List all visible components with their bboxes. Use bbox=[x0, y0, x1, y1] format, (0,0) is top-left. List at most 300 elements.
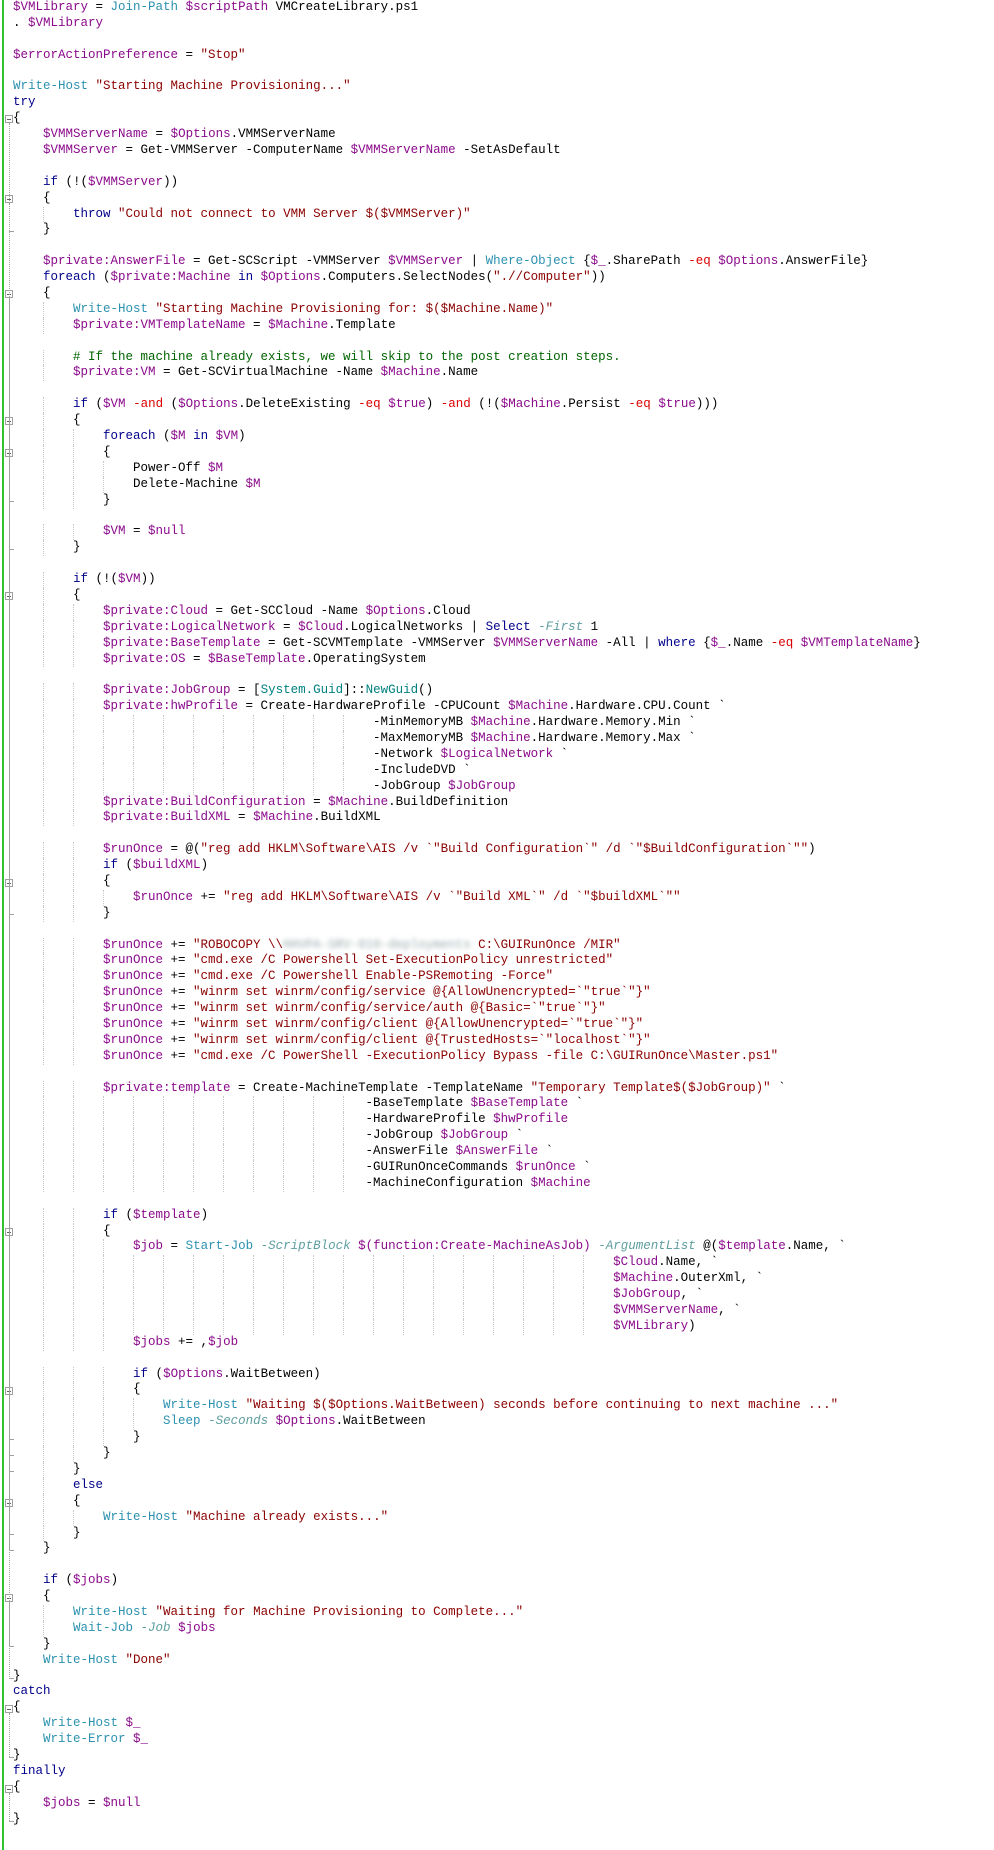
code-token: = Get-SCVirtualMachine -Name bbox=[155, 365, 381, 380]
code-line bbox=[13, 1367, 921, 1383]
code-token: -HardwareProfile bbox=[13, 1112, 494, 1127]
code-token: $private:template bbox=[103, 1080, 231, 1095]
code-token: .WaitBetween bbox=[335, 1414, 426, 1429]
indent-guide bbox=[373, 1287, 374, 1303]
code-token: -and bbox=[133, 397, 164, 412]
code-token: in bbox=[238, 270, 254, 285]
code-line bbox=[13, 1335, 921, 1351]
code-line bbox=[13, 1478, 921, 1494]
code-token bbox=[13, 842, 103, 856]
indent-guide bbox=[223, 731, 224, 747]
indent-guide bbox=[223, 763, 224, 779]
code-token: Where-Object bbox=[485, 254, 576, 269]
code-token: $runOnce bbox=[103, 1048, 164, 1063]
code-token: { bbox=[13, 873, 111, 888]
code-token: { bbox=[13, 1382, 141, 1397]
code-token: $VMMServerName bbox=[613, 1303, 719, 1318]
code-line bbox=[13, 1748, 921, 1764]
indent-guide bbox=[73, 461, 74, 477]
code-token: -eq bbox=[770, 635, 794, 650]
code-token: $Options bbox=[163, 1366, 224, 1381]
code-token bbox=[111, 207, 119, 221]
code-token: Join-Path bbox=[110, 0, 179, 14]
code-token: , ` bbox=[680, 1287, 704, 1302]
indent-guide bbox=[193, 779, 194, 795]
code-token: $_ bbox=[590, 254, 606, 269]
indent-guide bbox=[73, 1224, 74, 1240]
code-token bbox=[13, 1398, 163, 1412]
code-line bbox=[13, 334, 921, 350]
code-token: $Cloud bbox=[613, 1255, 659, 1270]
code-line bbox=[13, 874, 921, 890]
code-token: -eq bbox=[628, 397, 651, 412]
indent-guide bbox=[73, 1239, 74, 1255]
indent-guide bbox=[463, 1255, 464, 1271]
indent-guide bbox=[283, 731, 284, 747]
indent-guide bbox=[43, 969, 44, 985]
code-token: $private:Machine bbox=[110, 270, 231, 285]
indent-guide bbox=[103, 1414, 104, 1430]
indent-guide bbox=[583, 1255, 584, 1271]
indent-guide bbox=[43, 540, 44, 556]
code-token: $private:JobGroup bbox=[103, 683, 231, 698]
code-token: .Computers.SelectNodes( bbox=[320, 270, 494, 285]
indent-guide bbox=[43, 985, 44, 1001]
code-token: += bbox=[163, 1017, 194, 1031]
code-token: @( bbox=[695, 1239, 719, 1254]
indent-guide bbox=[253, 763, 254, 779]
code-token: $Machine bbox=[268, 317, 329, 332]
code-token bbox=[13, 1208, 103, 1222]
indent-guide bbox=[283, 1160, 284, 1176]
code-line bbox=[13, 1081, 921, 1097]
indent-guide bbox=[133, 1303, 134, 1319]
indent-guide bbox=[43, 795, 44, 811]
code-token: -Job bbox=[140, 1620, 171, 1635]
indent-guide bbox=[73, 763, 74, 779]
code-line bbox=[13, 64, 921, 80]
indent-guide bbox=[193, 1255, 194, 1271]
code-token: catch bbox=[13, 1684, 51, 1699]
code-token: C:\GUIRunOnce /MIR" bbox=[470, 937, 621, 952]
indent-guide bbox=[43, 1112, 44, 1128]
indent-guide bbox=[403, 1271, 404, 1287]
indent-guide bbox=[103, 747, 104, 763]
code-token bbox=[13, 175, 43, 189]
code-token: $BaseTemplate bbox=[208, 651, 306, 666]
code-line bbox=[13, 191, 921, 207]
code-token: if bbox=[103, 858, 119, 873]
code-line bbox=[13, 620, 921, 636]
indent-guide bbox=[103, 1176, 104, 1192]
indent-guide bbox=[43, 493, 44, 509]
code-token: -MachineConfiguration bbox=[13, 1175, 531, 1190]
indent-guide bbox=[73, 810, 74, 826]
code-line bbox=[13, 1176, 921, 1192]
code-token bbox=[13, 524, 103, 538]
code-token bbox=[13, 795, 103, 809]
code-token: { bbox=[13, 1493, 81, 1508]
indent-guide bbox=[43, 207, 44, 223]
code-token: ]:: bbox=[343, 683, 366, 698]
indent-guide bbox=[43, 715, 44, 731]
code-token bbox=[13, 1033, 103, 1047]
code-token bbox=[13, 652, 103, 666]
indent-guide bbox=[73, 731, 74, 747]
indent-guide bbox=[43, 1526, 44, 1542]
code-token: finally bbox=[13, 1763, 66, 1778]
indent-guide bbox=[43, 1096, 44, 1112]
code-token: $VMTemplateName bbox=[800, 635, 914, 650]
indent-guide bbox=[313, 715, 314, 731]
fold-toggle-icon[interactable] bbox=[5, 1705, 13, 1713]
code-token: ) bbox=[200, 1207, 209, 1222]
code-token: ) bbox=[200, 858, 209, 873]
change-marker-bar bbox=[2, 0, 4, 1850]
code-line bbox=[13, 1319, 921, 1335]
code-line bbox=[13, 636, 921, 652]
indent-guide bbox=[373, 1271, 374, 1287]
indent-guide bbox=[73, 715, 74, 731]
code-token: } bbox=[13, 1446, 111, 1461]
code-line bbox=[13, 1160, 921, 1176]
indent-guide bbox=[73, 636, 74, 652]
code-token: (!( bbox=[470, 397, 501, 412]
indent-guide bbox=[43, 842, 44, 858]
indent-guide bbox=[103, 1160, 104, 1176]
indent-guide bbox=[163, 779, 164, 795]
indent-guide bbox=[433, 1319, 434, 1335]
code-line bbox=[13, 1589, 921, 1605]
code-token: $Options bbox=[718, 254, 779, 269]
code-token: += bbox=[163, 937, 194, 952]
code-token bbox=[13, 1653, 43, 1667]
code-token: Power-Off bbox=[13, 460, 209, 475]
indent-guide bbox=[343, 1160, 344, 1176]
code-token: .VMMServerName bbox=[230, 127, 336, 142]
code-token: $VMLibrary bbox=[13, 0, 89, 14]
code-token: $_ bbox=[125, 1716, 141, 1731]
code-token: Write-Host bbox=[13, 79, 89, 94]
indent-guide bbox=[283, 1096, 284, 1112]
code-token: 1 bbox=[583, 619, 599, 634]
indent-guide bbox=[493, 1271, 494, 1287]
indent-guide bbox=[313, 731, 314, 747]
code-token: $runOnce bbox=[103, 1032, 164, 1047]
indent-guide bbox=[73, 874, 74, 890]
code-line bbox=[13, 477, 921, 493]
code-token: } bbox=[13, 1541, 51, 1556]
code-token: ( bbox=[163, 397, 179, 412]
indent-guide bbox=[373, 1303, 374, 1319]
code-line bbox=[13, 1526, 921, 1542]
code-token: $private:BaseTemplate bbox=[103, 635, 261, 650]
code-line bbox=[13, 1303, 921, 1319]
code-token: $Machine bbox=[253, 810, 314, 825]
indent-guide bbox=[163, 1096, 164, 1112]
code-token: foreach bbox=[43, 270, 96, 285]
code-token: $runOnce bbox=[103, 969, 164, 984]
code-token bbox=[88, 79, 96, 93]
indent-guide bbox=[73, 524, 74, 540]
indent-guide bbox=[193, 1128, 194, 1144]
indent-guide bbox=[73, 1112, 74, 1128]
indent-guide bbox=[43, 572, 44, 588]
code-token: () bbox=[418, 683, 434, 698]
code-token: $M bbox=[208, 460, 224, 475]
indent-guide bbox=[193, 1319, 194, 1335]
code-token: .Cloud bbox=[425, 603, 471, 618]
indent-guide bbox=[253, 1176, 254, 1192]
code-token: Start-Job bbox=[185, 1239, 254, 1254]
code-line bbox=[13, 1669, 921, 1685]
indent-guide bbox=[193, 731, 194, 747]
code-line bbox=[13, 604, 921, 620]
code-token: -SetAsDefault bbox=[455, 143, 561, 158]
code-token: $errorActionPreference bbox=[13, 47, 179, 62]
code-token: "Done" bbox=[125, 1652, 171, 1667]
fold-range-line bbox=[9, 1713, 11, 1757]
code-token: = @( bbox=[163, 842, 201, 857]
indent-guide bbox=[43, 365, 44, 381]
code-token: { bbox=[13, 286, 51, 301]
code-token: $true bbox=[388, 397, 426, 412]
code-token: Write-Host bbox=[43, 1652, 119, 1667]
code-token: += bbox=[193, 889, 224, 904]
code-token: .Name bbox=[440, 365, 479, 380]
indent-guide bbox=[283, 1112, 284, 1128]
indent-guide bbox=[223, 1287, 224, 1303]
indent-guide bbox=[433, 1255, 434, 1271]
indent-guide bbox=[73, 1255, 74, 1271]
code-token: .Template bbox=[328, 317, 396, 332]
indent-guide bbox=[463, 1287, 464, 1303]
indent-guide bbox=[583, 1271, 584, 1287]
code-token: .Name, ` bbox=[658, 1255, 719, 1270]
indent-guide bbox=[283, 779, 284, 795]
code-token: -IncludeDVD ` bbox=[13, 762, 471, 777]
code-token: $Machine bbox=[380, 365, 441, 380]
indent-guide bbox=[73, 969, 74, 985]
code-token: $VM bbox=[103, 397, 126, 412]
code-line bbox=[13, 318, 921, 334]
code-token bbox=[531, 620, 539, 634]
code-token: $private:hwProfile bbox=[103, 699, 239, 714]
code-token bbox=[133, 1621, 141, 1635]
code-token: $BaseTemplate bbox=[470, 1096, 569, 1111]
code-token: $Machine bbox=[500, 397, 561, 412]
code-token: ) bbox=[238, 429, 246, 444]
indent-guide bbox=[463, 1303, 464, 1319]
code-line bbox=[13, 938, 921, 954]
code-token: } bbox=[13, 1811, 21, 1826]
indent-guide bbox=[43, 1478, 44, 1494]
code-token: $jobs bbox=[133, 1334, 171, 1349]
indent-guide bbox=[253, 1287, 254, 1303]
code-token: $jobs bbox=[178, 1620, 216, 1635]
code-line bbox=[13, 1144, 921, 1160]
code-token: { bbox=[13, 413, 81, 428]
code-token: $VMMServer bbox=[88, 174, 164, 189]
indent-guide bbox=[133, 747, 134, 763]
code-token: $jobs bbox=[73, 1573, 111, 1588]
code-line bbox=[13, 1382, 921, 1398]
code-line bbox=[13, 1255, 921, 1271]
code-token bbox=[13, 1017, 103, 1031]
fold-toggle-icon[interactable] bbox=[5, 1785, 13, 1793]
code-token: -Network bbox=[13, 746, 441, 761]
indent-guide bbox=[43, 1319, 44, 1335]
code-token: $JobGroup bbox=[613, 1287, 681, 1302]
code-line bbox=[13, 667, 921, 683]
indent-guide bbox=[73, 1382, 74, 1398]
indent-guide bbox=[43, 1382, 44, 1398]
code-token: -MinMemoryMB bbox=[13, 715, 471, 730]
indent-guide bbox=[43, 1287, 44, 1303]
code-token bbox=[201, 1414, 209, 1428]
code-line bbox=[13, 1812, 921, 1828]
code-token: "Waiting for Machine Provisioning to Complete..." bbox=[155, 1604, 524, 1619]
indent-guide bbox=[103, 461, 104, 477]
code-line bbox=[13, 524, 921, 540]
code-token: "Temporary Template$($JobGroup)" bbox=[530, 1080, 771, 1095]
indent-guide bbox=[313, 1271, 314, 1287]
indent-guide bbox=[283, 1271, 284, 1287]
indent-guide bbox=[223, 1096, 224, 1112]
code-token: ( bbox=[155, 429, 171, 444]
code-token: += bbox=[163, 969, 194, 984]
code-token: HHVPA-SRV-010-deployments bbox=[283, 937, 471, 952]
indent-guide bbox=[253, 747, 254, 763]
code-line bbox=[13, 1494, 921, 1510]
code-line bbox=[13, 1096, 921, 1112]
code-line bbox=[13, 556, 921, 572]
code-line bbox=[13, 1049, 921, 1065]
code-token: "cmd.exe /C Powershell Set-ExecutionPolicy unrestricted" bbox=[193, 953, 614, 968]
indent-guide bbox=[163, 1319, 164, 1335]
code-token: $private:BuildConfiguration bbox=[103, 794, 306, 809]
code-token: System.Guid bbox=[260, 683, 344, 698]
code-token: = Get-SCVMTemplate -VMMServer bbox=[260, 635, 494, 650]
code-token bbox=[13, 254, 43, 268]
code-token: .Name bbox=[725, 635, 771, 650]
code-token: Delete-Machine bbox=[13, 476, 246, 491]
indent-guide bbox=[43, 1239, 44, 1255]
code-token: Sleep bbox=[163, 1414, 201, 1429]
indent-guide bbox=[43, 302, 44, 318]
code-token bbox=[13, 429, 103, 443]
code-line bbox=[13, 588, 921, 604]
code-token: "reg add HKLM\Software\AIS /v `"Build XML`" /d `"$buildXML`"" bbox=[223, 889, 681, 904]
code-token: $runOnce bbox=[103, 937, 164, 952]
code-token: $M bbox=[170, 429, 186, 444]
indent-guide bbox=[133, 1112, 134, 1128]
code-token: += bbox=[163, 985, 194, 1000]
code-token: ( bbox=[148, 1366, 164, 1381]
code-token: ` bbox=[538, 1144, 554, 1159]
code-token bbox=[13, 1573, 43, 1587]
indent-guide bbox=[43, 588, 44, 604]
indent-guide bbox=[253, 1112, 254, 1128]
indent-guide bbox=[43, 1462, 44, 1478]
code-token bbox=[13, 953, 103, 967]
code-line bbox=[13, 1128, 921, 1144]
code-token: } bbox=[13, 222, 51, 237]
code-token: .DeleteExisting bbox=[238, 397, 359, 412]
code-line bbox=[13, 79, 921, 95]
indent-guide bbox=[193, 1096, 194, 1112]
code-token: $Machine bbox=[508, 699, 569, 714]
code-token bbox=[13, 1001, 103, 1015]
indent-guide bbox=[73, 493, 74, 509]
indent-guide bbox=[133, 715, 134, 731]
code-token: $Machine bbox=[328, 794, 389, 809]
code-token: += bbox=[163, 1032, 194, 1047]
code-line bbox=[13, 1462, 921, 1478]
code-line bbox=[13, 111, 921, 127]
code-token bbox=[171, 1621, 179, 1635]
code-token: $private:VMTemplateName bbox=[73, 317, 246, 332]
code-token: $scriptPath bbox=[185, 0, 269, 14]
code-line bbox=[13, 381, 921, 397]
code-token: ` bbox=[553, 746, 569, 761]
indent-guide bbox=[73, 1430, 74, 1446]
indent-guide bbox=[223, 1128, 224, 1144]
code-area[interactable] bbox=[13, 0, 921, 1827]
indent-guide bbox=[283, 715, 284, 731]
indent-guide bbox=[343, 1144, 344, 1160]
indent-guide bbox=[283, 1128, 284, 1144]
code-token bbox=[13, 1510, 103, 1524]
indent-guide bbox=[403, 1303, 404, 1319]
indent-guide bbox=[43, 1081, 44, 1097]
indent-guide bbox=[223, 1271, 224, 1287]
code-token: $private:AnswerFile bbox=[43, 254, 186, 269]
indent-guide bbox=[73, 779, 74, 795]
indent-guide bbox=[343, 763, 344, 779]
code-token bbox=[208, 429, 216, 443]
indent-guide bbox=[493, 1255, 494, 1271]
indent-guide bbox=[43, 763, 44, 779]
code-token: Write-Host bbox=[73, 301, 149, 316]
code-token: -JobGroup bbox=[13, 1128, 441, 1143]
code-token: $Machine bbox=[470, 730, 531, 745]
indent-guide bbox=[43, 1224, 44, 1240]
indent-guide bbox=[103, 1382, 104, 1398]
indent-guide bbox=[73, 1319, 74, 1335]
indent-guide bbox=[193, 1112, 194, 1128]
code-token: ` bbox=[568, 1096, 584, 1111]
code-line bbox=[13, 413, 921, 429]
code-token: $private:BuildXML bbox=[103, 810, 231, 825]
fold-toggle-icon[interactable] bbox=[5, 115, 13, 123]
code-token: $Machine bbox=[470, 715, 531, 730]
code-token bbox=[13, 1081, 103, 1095]
code-token bbox=[13, 143, 43, 157]
code-token: if bbox=[103, 1207, 119, 1222]
indent-guide bbox=[43, 1160, 44, 1176]
code-token: -JobGroup bbox=[13, 778, 449, 793]
code-line bbox=[13, 254, 921, 270]
indent-guide bbox=[313, 763, 314, 779]
code-token: $job bbox=[208, 1334, 239, 1349]
code-token: "winrm set winrm/config/service/auth @{Basic=`"true`"}" bbox=[193, 1001, 606, 1016]
code-token: .Persist bbox=[560, 397, 629, 412]
indent-guide bbox=[133, 1096, 134, 1112]
code-token: $Machine bbox=[530, 1175, 591, 1190]
indent-guide bbox=[403, 1287, 404, 1303]
indent-guide bbox=[193, 763, 194, 779]
